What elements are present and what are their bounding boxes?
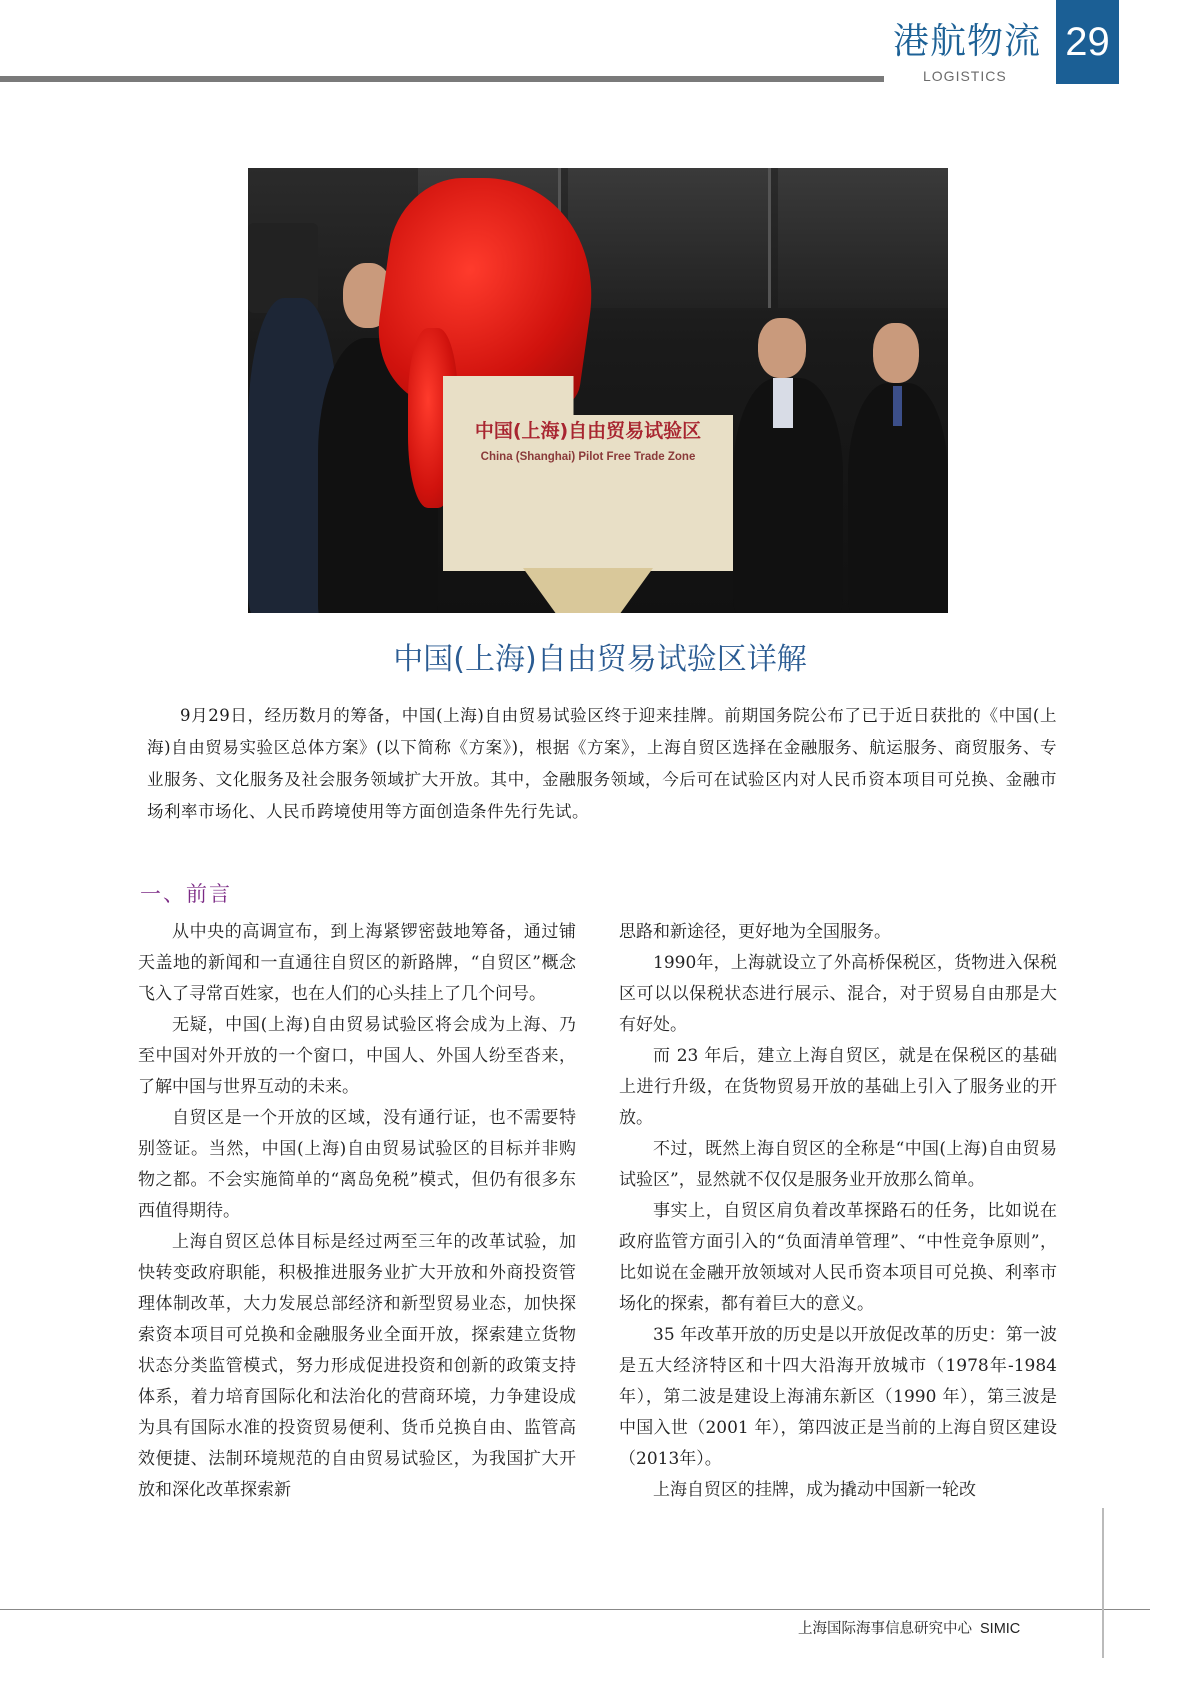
lead-paragraph [147,700,1057,828]
publisher-abbr: SIMIC [980,1621,1021,1637]
page-number: 29 [1056,0,1119,84]
article-title: 中国(上海)自由贸易试验区详解 [393,642,807,677]
paragraph: 1990年，上海就设立了外高桥保税区，货物进入保税区可以以保税状态进行展示、混合，对于贸易自由那是大有好处。 [619,953,1057,1035]
paragraph: 不过，既然上海自贸区的全称是“中国(上海)自由贸易试验区”，显然就不仅仅是服务业开放那么简单。 [619,1139,1057,1190]
sign-text-english: China (Shanghai) Pilot Free Trade Zone [480,451,696,463]
guest-face [758,318,806,378]
paragraph-continuation: 思路和新途径，更好地为全国服务。 [619,922,891,942]
left-column [138,917,576,1506]
right-column [619,917,1057,1506]
footer-rule [0,1609,1150,1610]
header-rule [0,76,884,82]
paragraph: 无疑，中国(上海)自由贸易试验区将会成为上海、乃至中国对外开放的一个窗口，中国人、外国人纷至沓来，了解中国与世界互动的未来。 [138,1015,576,1097]
photo-window [568,168,771,308]
ceremony-photo [248,168,948,613]
lead-text: 9月29日，经历数月的筹备，中国(上海)自由贸易试验区终于迎来挂牌。前期国务院公布了已于近日获批的《中国(上海)自由贸易实验区总体方案》(以下简称《方案》)，根据《方案》，上海自贸区选择在金融服务、航运服务、商贸服务、专业服务、文化服务及社会服务领域扩大开放。其中，金融服务领域，今后可在试验区内对人民币资本项目可兑换、金融市场利率市场化、人民币跨境使用等方面创造条件先行先试。 [147,706,1057,821]
paragraph: 而 23 年后，建立上海自贸区，就是在保税区的基础上进行升级，在货物贸易开放的基础上引入了服务业的开放。 [619,1046,1057,1128]
paragraph: 从中央的高调宣布，到上海紧锣密鼓地筹备，通过铺天盖地的新闻和一直通往自贸区的新路牌，“自贸区”概念飞入了寻常百姓家，也在人们的心头挂上了几个问号。 [138,922,576,1004]
trade-zone-sign [443,376,733,571]
guest-shirt [773,378,793,428]
guest-face [873,323,919,383]
section-heading: 一、前言 [140,882,232,906]
paragraph: 自贸区是一个开放的区域，没有通行证，也不需要特别签证。当然，中国(上海)自由贸易试验区的目标并非购物之都。不会实施简单的“离岛免税”模式，但仍有很多东西值得期待。 [138,1108,576,1221]
sign-pole [523,568,653,613]
section-title: 港航物流 [893,21,1042,62]
publisher-name: 上海国际海事信息研究中心 [798,1621,972,1637]
paragraph: 上海自贸区的挂牌，成为撬动中国新一轮改 [653,1480,976,1500]
paragraph: 35 年改革开放的历史是以开放促改革的历史：第一波是五大经济特区和十四大沿海开放城市（1978年-1984年），第二波是建设上海浦东新区（1990 年），第三波是中国入世（2001 年），第四波正是当前的上海自贸区建设（2013年）。 [619,1325,1057,1469]
footer-vertical-rule [1102,1508,1104,1658]
footer-publisher [798,1617,1020,1638]
guest-tie [893,386,902,426]
paragraph: 事实上，自贸区肩负着改革探路石的任务，比如说在政府监管方面引入的“负面清单管理”、“中性竞争原则”，比如说在金融开放领域对人民币资本项目可兑换、利率市场化的探索，都有着巨大的意义。 [619,1201,1057,1314]
sign-text-chinese: 中国(上海)自由贸易试验区 [474,420,702,442]
paragraph: 上海自贸区总体目标是经过两至三年的改革试验，加快转变政府职能，积极推进服务业扩大开放和外商投资管理体制改革，大力发展总部经济和新型贸易业态，加快探索资本项目可兑换和金融服务业全面开放，探索建立货物状态分类监管模式，努力形成促进投资和创新的政策支持体系，着力培育国际化和法治化的营商环境，力争建设成为具有国际水准的投资贸易便利、货币兑换自由、监管高效便捷、法制环境规范的自由贸易试验区，为我国扩大开放和深化改革探索新 [138,1232,576,1500]
photo-window [778,168,948,308]
section-subtitle: LOGISTICS [923,68,1007,84]
